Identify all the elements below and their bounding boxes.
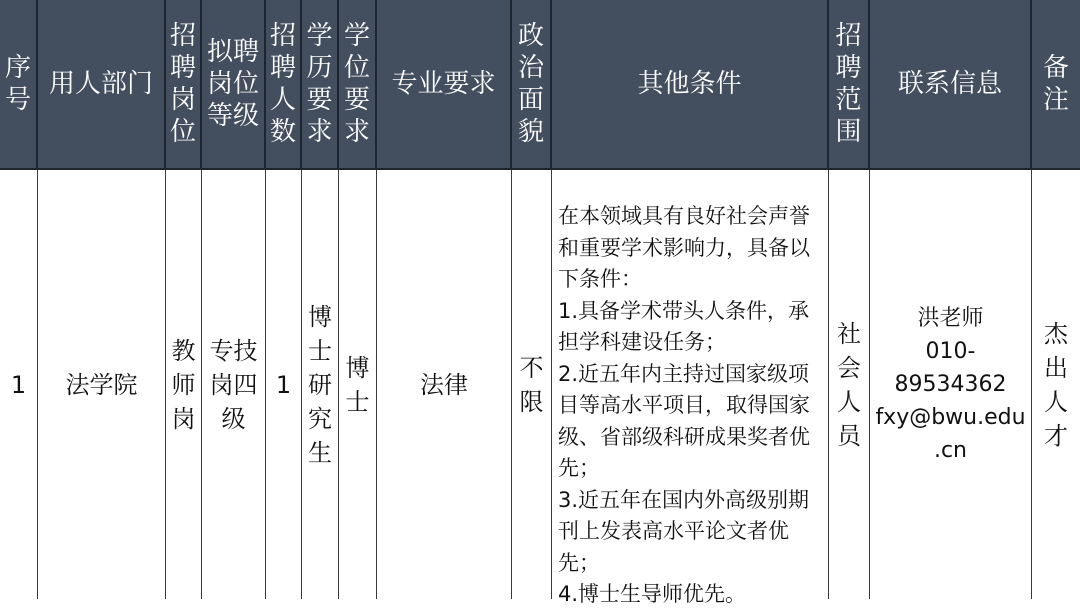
- other-conditions-text: [552, 201, 828, 611]
- header-count: 招聘人数: [266, 0, 302, 168]
- header-degree: 学位要求: [339, 0, 377, 168]
- cell-dept: 法学院: [38, 170, 166, 599]
- cell-scope: 社会人员: [829, 170, 870, 599]
- header-seq: 序号: [0, 0, 38, 168]
- cell-remark: 杰出人才: [1032, 170, 1080, 599]
- other-condition-line: 3.近五年在国内外高级别期刊上发表高水平论文者优先；: [558, 487, 810, 575]
- header-major: 专业要求: [377, 0, 512, 168]
- cell-other: [552, 170, 829, 606]
- header-other: 其他条件: [552, 0, 829, 168]
- contact-email-suffix: .cn: [933, 438, 968, 463]
- contact-phone-prefix: 010-: [925, 339, 976, 364]
- header-political: 政治面貌: [512, 0, 552, 168]
- cell-count: 1: [266, 170, 302, 599]
- cell-major: 法律: [377, 170, 512, 599]
- header-education: 学历要求: [302, 0, 339, 168]
- other-condition-line: 2.近五年内主持过国家级项目等高水平项目，取得国家级、省部级科研成果奖者优先；: [558, 361, 810, 480]
- cell-degree: 博士: [339, 170, 377, 599]
- cell-seq: 1: [0, 170, 38, 599]
- header-contact: 联系信息: [870, 0, 1032, 168]
- header-remark: 备注: [1032, 0, 1080, 168]
- cell-political: 不限: [512, 170, 552, 599]
- cell-position: 教师岗: [166, 170, 202, 599]
- header-level: 拟聘岗位等级: [202, 0, 266, 168]
- other-condition-line: 1.具备学术带头人条件，承担学科建设任务；: [558, 298, 810, 354]
- contact-email: fxy@bwu.edu: [875, 405, 1026, 430]
- header-dept: 用人部门: [38, 0, 166, 168]
- cell-education: 博士研究生: [302, 170, 339, 599]
- cell-level: 专技岗四级: [202, 170, 266, 599]
- contact-phone-number: 89534362: [894, 372, 1007, 397]
- header-position: 招聘岗位: [166, 0, 202, 168]
- other-condition-line: 在本领域具有良好社会声誉和重要学术影响力，具备以下条件：: [558, 204, 810, 291]
- cell-contact: [870, 170, 1032, 599]
- contact-name: 洪老师: [917, 306, 984, 331]
- other-condition-line: 4.博士生导师优先。: [558, 582, 747, 606]
- header-scope: 招聘范围: [829, 0, 870, 168]
- contact-info: [875, 302, 1025, 467]
